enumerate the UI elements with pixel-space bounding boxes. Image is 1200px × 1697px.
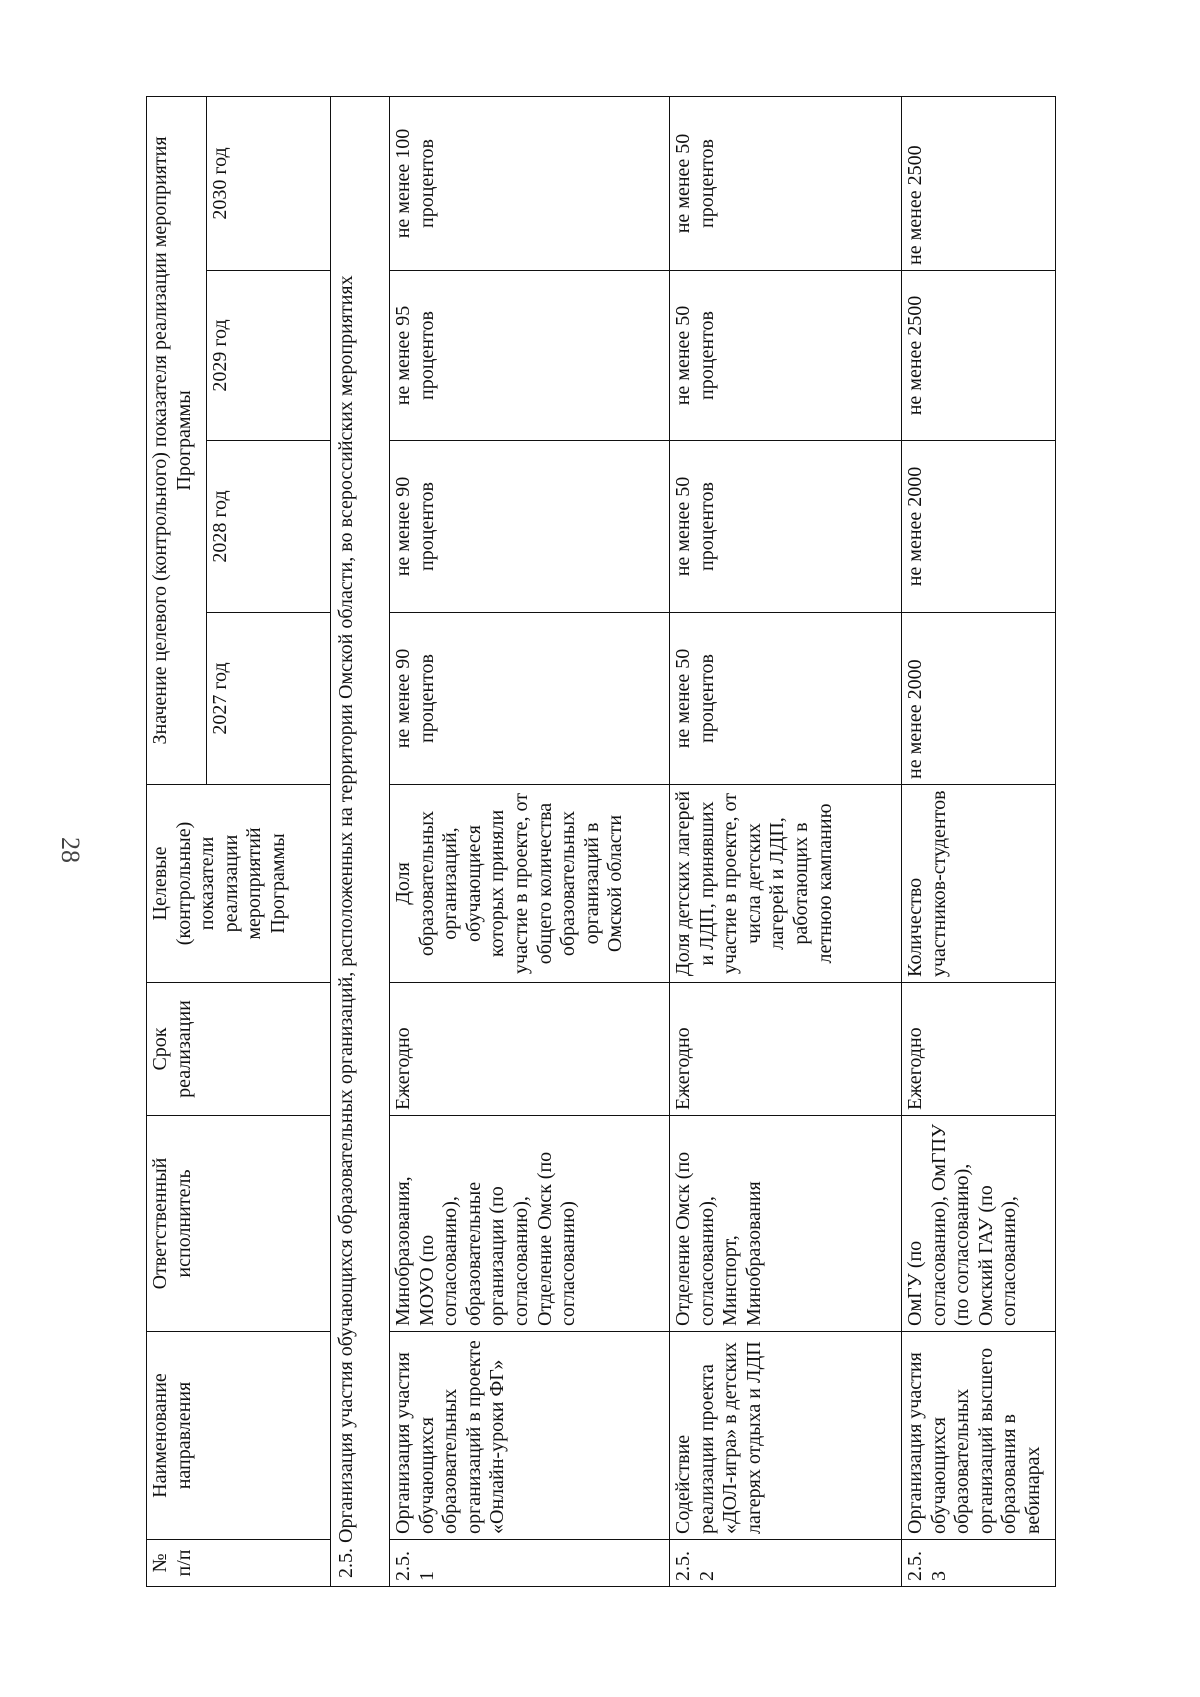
row-value-2029: не менее 2500	[902, 271, 1056, 441]
row-value-2029: не менее 95 процентов	[390, 271, 670, 441]
row-value-2027: не менее 2000	[902, 613, 1056, 785]
row-value-2028: не менее 2000	[902, 441, 1056, 613]
row-term: Ежегодно	[902, 983, 1056, 1116]
header-2028: 2028 год	[207, 441, 331, 613]
row-term: Ежегодно	[670, 983, 902, 1116]
header-2027: 2027 год	[207, 613, 331, 785]
row-value-2028: не менее 90 процентов	[390, 441, 670, 613]
header-2030: 2030 год	[207, 96, 331, 270]
row-executor: ОмГУ (по согласованию), ОмГПУ (по согласованию), Омский ГАУ (по согласованию),	[902, 1116, 1056, 1332]
row-value-2027: не менее 50 процентов	[670, 613, 902, 785]
row-num: 2.5.3	[902, 1540, 1056, 1587]
row-executor: Минобразования, МОУО (по согласованию), образовательные организации (по согласованию), Отделение Омск (по согласованию)	[390, 1116, 670, 1332]
row-value-2030: не менее 50 процентов	[670, 96, 902, 270]
header-executor: Ответственный исполнитель	[147, 1116, 331, 1332]
row-executor: Отделение Омск (по согласованию), Минспорт, Минобразования	[670, 1116, 902, 1332]
section-row	[331, 96, 390, 1586]
program-table	[146, 96, 1056, 1587]
header-num: № п/п	[147, 1540, 331, 1587]
header-name: Наименование направления	[147, 1332, 331, 1540]
section-title: 2.5. Организация участия обучающихся образовательных организаций, расположенных на территории Омской области, во всероссийских мероприятиях	[331, 96, 390, 1586]
header-term: Срок реализации	[147, 983, 331, 1116]
header-2029: 2029 год	[207, 271, 331, 441]
row-value-2027: не менее 90 процентов	[390, 613, 670, 785]
row-term: Ежегодно	[390, 983, 670, 1116]
table-row	[902, 96, 1056, 1586]
row-value-2029: не менее 50 процентов	[670, 271, 902, 441]
page-number: 28	[56, 837, 85, 863]
header-indicator: Целевые (контрольные) показатели реализации мероприятий Программы	[147, 785, 331, 983]
header-row-1	[147, 96, 207, 1586]
row-name: Организация участия обучающихся образовательных организаций высшего образования в вебинарах	[902, 1332, 1056, 1540]
row-value-2030: не менее 2500	[902, 96, 1056, 270]
row-value-2030: не менее 100 процентов	[390, 96, 670, 270]
row-num: 2.5.1	[390, 1540, 670, 1587]
row-indicator: Доля образовательных организаций, обучающиеся которых приняли участие в проекте, от общего количества образовательных организаций в Омской области	[390, 785, 670, 983]
rotated-page-content	[146, 97, 1081, 1587]
row-name: Содействие реализации проекта «ДОЛ-игра» в детских лагерях отдыха и ЛДП	[670, 1332, 902, 1540]
table-row	[390, 96, 670, 1586]
row-value-2028: не менее 50 процентов	[670, 441, 902, 613]
row-name: Организация участия обучающихся образовательных организаций в проекте «Онлайн-уроки ФГ»	[390, 1332, 670, 1540]
row-indicator: Количество участников-студентов	[902, 785, 1056, 983]
header-value-group: Значение целевого (контрольного) показателя реализации мероприятия Программы	[147, 96, 207, 784]
row-indicator: Доля детских лагерей и ЛДП, принявших участие в проекте, от числа детских лагерей и ЛДП, работающих в летнюю кампанию	[670, 785, 902, 983]
table-row	[670, 96, 902, 1586]
row-num: 2.5.2	[670, 1540, 902, 1587]
